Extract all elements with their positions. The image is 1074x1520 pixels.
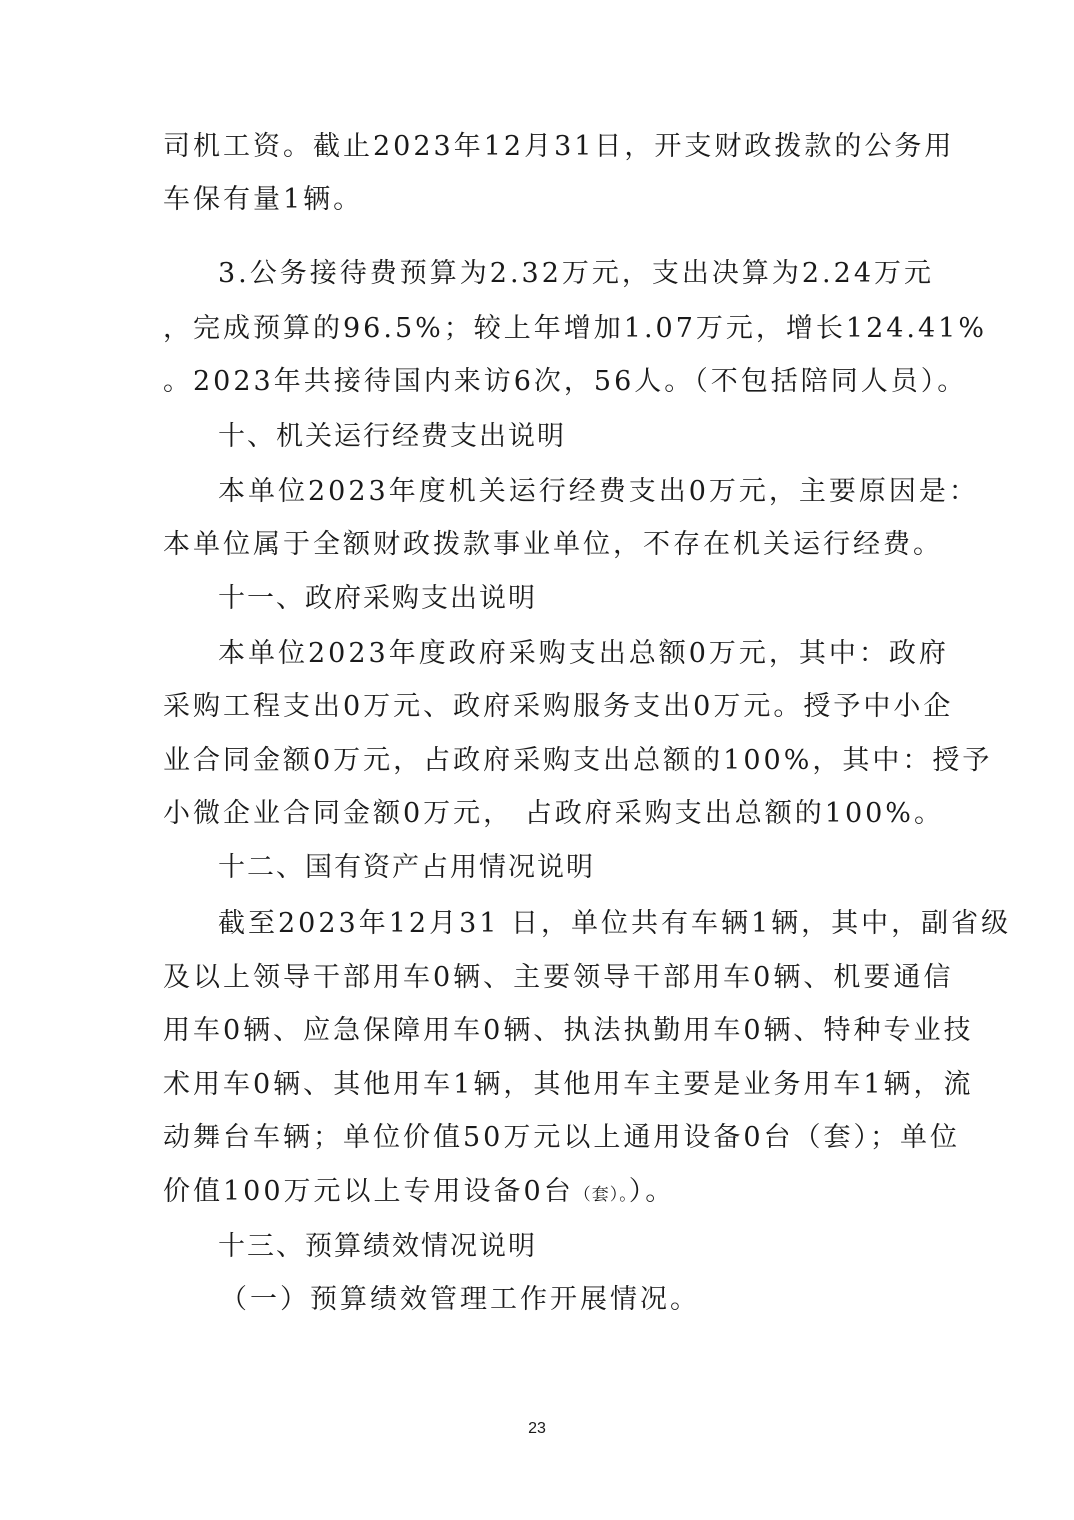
page-number: 23 <box>528 1420 546 1437</box>
paragraph-line: 动舞台车辆；单位价值50万元以上通用设备0台（套）；单位 <box>163 1122 961 1153</box>
paragraph-text: ）。 <box>628 1176 676 1207</box>
paragraph-line: 本单位2023年度机关运行经费支出0万元，主要原因是： <box>218 476 979 507</box>
paragraph-line: ，完成预算的96.5%；较上年增加1.07万元，增长124.41% <box>163 313 988 344</box>
paragraph-line: 业合同金额0万元，占政府采购支出总额的100%，其中：授予 <box>163 745 993 776</box>
paragraph-line: 术用车0辆、其他用车1辆，其他用车主要是业务用车1辆，流 <box>163 1069 974 1100</box>
section-heading: 十三、预算绩效情况说明 <box>218 1231 537 1262</box>
paragraph-line: 用车0辆、应急保障用车0辆、执法执勤用车0辆、特种专业技 <box>163 1015 974 1046</box>
paragraph-line: 本单位属于全额财政拨款事业单位，不存在机关运行经费。 <box>163 529 943 560</box>
paragraph-line: 本单位2023年度政府采购支出总额0万元，其中：政府 <box>218 638 949 669</box>
paragraph-line: 司机工资。截止2023年12月31日，开支财政拨款的公务用 <box>163 131 955 162</box>
paragraph-line: 。2023年共接待国内来访6次，56人。（不包括陪同人员）。 <box>163 366 968 397</box>
paragraph-line: 采购工程支出0万元、政府采购服务支出0万元。授予中小企 <box>163 691 954 722</box>
small-annotation: （套）。 <box>573 1185 629 1205</box>
paragraph-line <box>163 1175 675 1212</box>
paragraph-line: 及以上领导干部用车0辆、主要领导干部用车0辆、机要通信 <box>163 962 954 993</box>
section-heading: 十、机关运行经费支出说明 <box>218 421 566 452</box>
paragraph-line: 车保有量1辆。 <box>163 184 364 215</box>
section-heading: 十二、国有资产占用情况说明 <box>218 852 595 883</box>
subsection-heading: （一）预算绩效管理工作开展情况。 <box>220 1284 700 1315</box>
paragraph-text: 价值100万元以上专用设备0台 <box>163 1176 574 1207</box>
paragraph-line: 小微企业合同金额0万元， 占政府采购支出总额的100%。 <box>163 798 944 829</box>
section-heading: 十一、政府采购支出说明 <box>218 583 537 614</box>
paragraph-line: 3.公务接待费预算为2.32万元，支出决算为2.24万元 <box>218 258 934 289</box>
paragraph-line: 截至2023年12月31 日，单位共有车辆1辆，其中，副省级 <box>218 908 1012 939</box>
